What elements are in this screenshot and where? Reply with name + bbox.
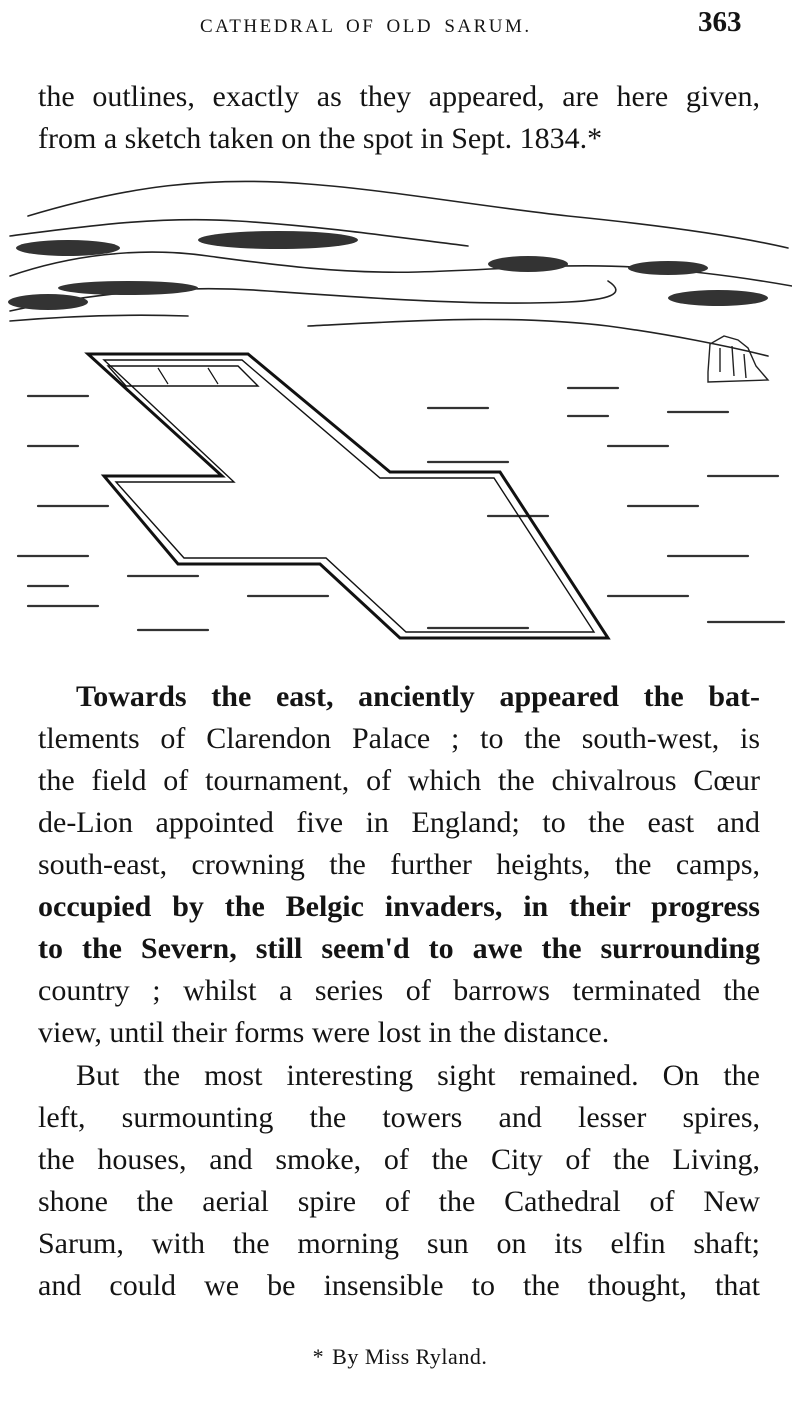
paragraph-line: south-east, crowning the further heights, the camps, xyxy=(38,848,760,881)
paragraph-east xyxy=(38,676,760,1054)
paragraph-sight xyxy=(38,1055,760,1307)
intro-line: the outlines, exactly as they appeared, are here given, xyxy=(38,80,760,113)
paragraph-line: occupied by the Belgic invaders, in their progress xyxy=(38,890,760,923)
paragraph-line: de-Lion appointed five in England; to the east and xyxy=(38,806,760,839)
paragraph-line: shone the aerial spire of the Cathedral of New xyxy=(38,1185,760,1218)
page-number: 363 xyxy=(698,6,742,38)
paragraph-line: left, surmounting the towers and lesser spires, xyxy=(38,1101,760,1134)
paragraph-line: the field of tournament, of which the chivalrous Cœur xyxy=(38,764,760,797)
paragraph-line: Sarum, with the morning sun on its elfin shaft; xyxy=(38,1227,760,1260)
old-sarum-foundation-sketch xyxy=(8,176,792,650)
intro-text xyxy=(38,76,760,160)
footnote-text: By Miss Ryland. xyxy=(332,1344,488,1369)
paragraph-line: view, until their forms were lost in the distance. xyxy=(38,1016,610,1049)
paragraph-line: country ; whilst a series of barrows terminated the xyxy=(38,974,760,1007)
running-head-title: CATHEDRAL OF OLD SARUM. xyxy=(200,16,532,37)
footnote-marker: * xyxy=(312,1344,325,1369)
paragraph-line: But the most interesting sight remained. On the xyxy=(76,1059,760,1092)
paragraph-line: tlements of Clarendon Palace ; to the south-west, is xyxy=(38,722,760,755)
intro-line: from a sketch taken on the spot in Sept. 1834.* xyxy=(38,122,603,155)
running-head xyxy=(0,0,800,60)
paragraph-line: the houses, and smoke, of the City of the Living, xyxy=(38,1143,760,1176)
paragraph-line: and could we be insensible to the thought, that xyxy=(38,1269,760,1302)
paragraph-line: to the Severn, still seem'd to awe the surrounding xyxy=(38,932,760,965)
paragraph-line: Towards the east, anciently appeared the bat- xyxy=(76,680,760,713)
footnote xyxy=(0,1344,800,1370)
